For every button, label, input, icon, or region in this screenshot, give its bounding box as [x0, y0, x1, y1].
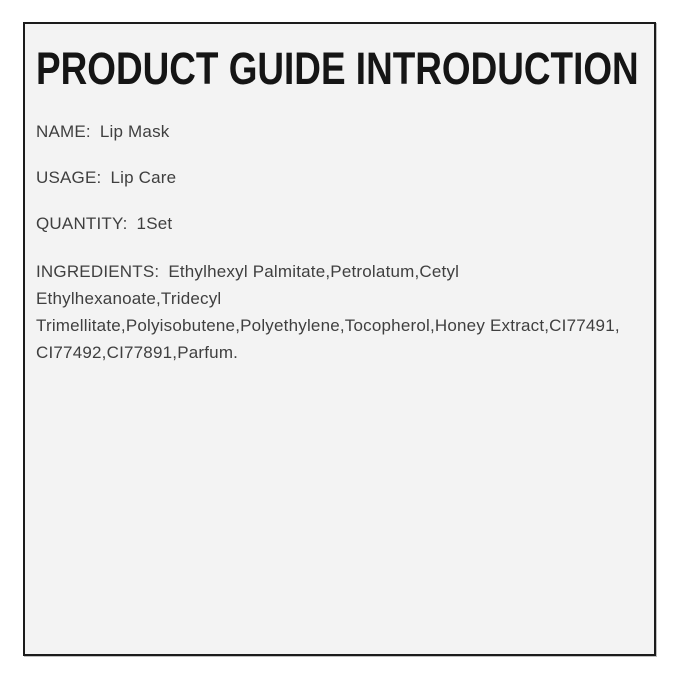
ingredients-label: INGREDIENTS:: [36, 262, 160, 281]
quantity-value: 1Set: [136, 214, 173, 233]
field-row-name: [36, 122, 169, 142]
quantity-label: QUANTITY:: [36, 214, 128, 233]
name-value: Lip Mask: [99, 122, 170, 141]
field-row-usage: [36, 168, 176, 188]
name-label: NAME:: [36, 122, 91, 141]
product-guide-card: [23, 22, 656, 656]
field-row-quantity: [36, 214, 172, 234]
page-title: PRODUCT GUIDE INTRODUCTION: [36, 43, 639, 94]
ingredients-paragraph: [36, 258, 648, 366]
usage-label: USAGE:: [36, 168, 102, 187]
usage-value: Lip Care: [110, 168, 177, 187]
ingredients-value: Ethylhexyl Palmitate,Petrolatum,Cetyl Ethylhexanoate,Tridecyl Trimellitate,Polyisobutene,Polyethylene,Tocopherol,Honey Extract,CI77491, CI77492,CI77891,Parfum.: [36, 262, 620, 362]
